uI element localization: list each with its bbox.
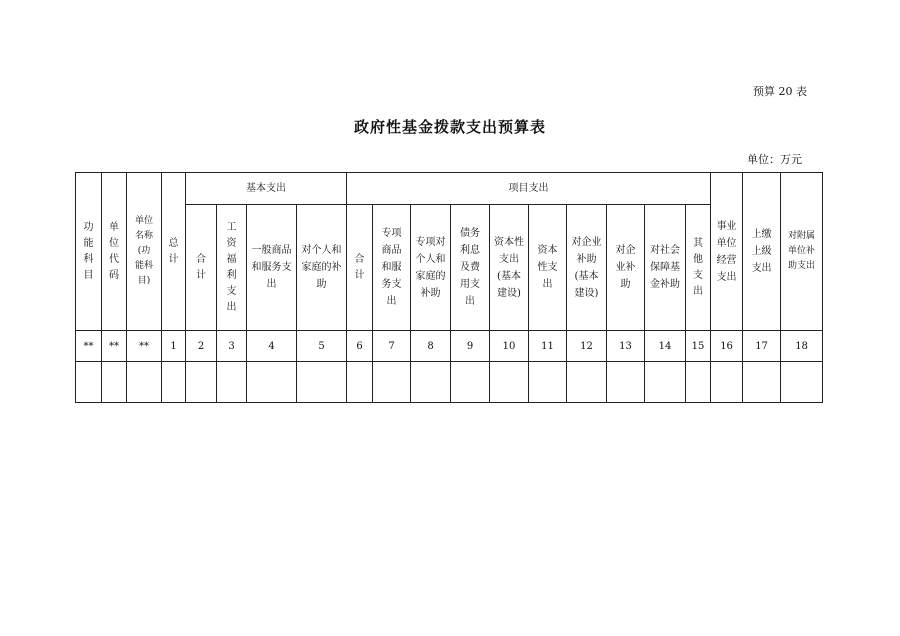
index-cell: 12: [567, 331, 607, 362]
header-subsidiary: 对附属单位补助支出: [781, 173, 823, 331]
index-cell: 18: [781, 331, 823, 362]
header-proj-other: 其他支出: [686, 205, 711, 331]
header-basic-subtotal: 合计: [186, 205, 217, 331]
index-cell: 2: [186, 331, 217, 362]
header-func-subject: 功能科目: [76, 173, 102, 331]
data-cell: [102, 362, 127, 403]
header-unit-name: 单位名称(功能科目): [127, 173, 162, 331]
index-cell: 5: [297, 331, 347, 362]
data-cell: [529, 362, 567, 403]
data-cell: [217, 362, 247, 403]
header-proj-debt: 债务利息及费用支出: [451, 205, 490, 331]
data-cell: [411, 362, 451, 403]
data-cell: [686, 362, 711, 403]
header-proj-capital-build: 资本性支出(基本建设): [490, 205, 529, 331]
data-cell: [645, 362, 686, 403]
header-proj-social: 对社会保障基金补助: [645, 205, 686, 331]
form-number: 预算 20 表: [753, 85, 807, 98]
data-cell: [781, 362, 823, 403]
index-cell: 17: [743, 331, 781, 362]
table-row: [76, 362, 823, 403]
index-cell: 16: [711, 331, 743, 362]
data-cell: [490, 362, 529, 403]
data-cell: [743, 362, 781, 403]
budget-table: [75, 172, 823, 403]
data-cell: [186, 362, 217, 403]
header-proj-goods: 专项商品和服务支出: [373, 205, 411, 331]
data-cell: [373, 362, 411, 403]
header-total: 总计: [162, 173, 186, 331]
index-cell: 9: [451, 331, 490, 362]
data-cell: [247, 362, 297, 403]
data-cell: [711, 362, 743, 403]
index-cell: 3: [217, 331, 247, 362]
index-cell: 6: [347, 331, 373, 362]
header-business-ops: 事业单位经营支出: [711, 173, 743, 331]
index-cell: 13: [607, 331, 645, 362]
header-basic-wages: 工资福利支出: [217, 205, 247, 331]
data-cell: [297, 362, 347, 403]
header-proj-enterprise: 对企业补助: [607, 205, 645, 331]
data-cell: [451, 362, 490, 403]
header-remit-upper: 上缴上级支出: [743, 173, 781, 331]
index-cell: 11: [529, 331, 567, 362]
group-header-project: 项目支出: [347, 173, 711, 205]
index-cell: **: [102, 331, 127, 362]
page-title: 政府性基金拨款支出预算表: [353, 118, 546, 136]
data-cell: [607, 362, 645, 403]
unit-label: 单位：万元: [747, 153, 802, 166]
header-proj-personal: 专项对个人和家庭的补助: [411, 205, 451, 331]
header-proj-subtotal: 合计: [347, 205, 373, 331]
index-cell: 1: [162, 331, 186, 362]
data-cell: [567, 362, 607, 403]
data-cell: [162, 362, 186, 403]
data-cell: [76, 362, 102, 403]
group-header-basic: 基本支出: [186, 173, 347, 205]
header-unit-code: 单位代码: [102, 173, 127, 331]
index-cell: 10: [490, 331, 529, 362]
index-cell: 4: [247, 331, 297, 362]
header-proj-capital: 资本性支出: [529, 205, 567, 331]
index-cell: 14: [645, 331, 686, 362]
header-proj-enterprise-build: 对企业补助(基本建设): [567, 205, 607, 331]
index-cell: **: [76, 331, 102, 362]
index-cell: 15: [686, 331, 711, 362]
data-cell: [347, 362, 373, 403]
header-basic-goods: 一般商品和服务支出: [247, 205, 297, 331]
data-cell: [127, 362, 162, 403]
index-cell: **: [127, 331, 162, 362]
index-cell: 7: [373, 331, 411, 362]
index-cell: 8: [411, 331, 451, 362]
header-basic-personal: 对个人和家庭的补助: [297, 205, 347, 331]
